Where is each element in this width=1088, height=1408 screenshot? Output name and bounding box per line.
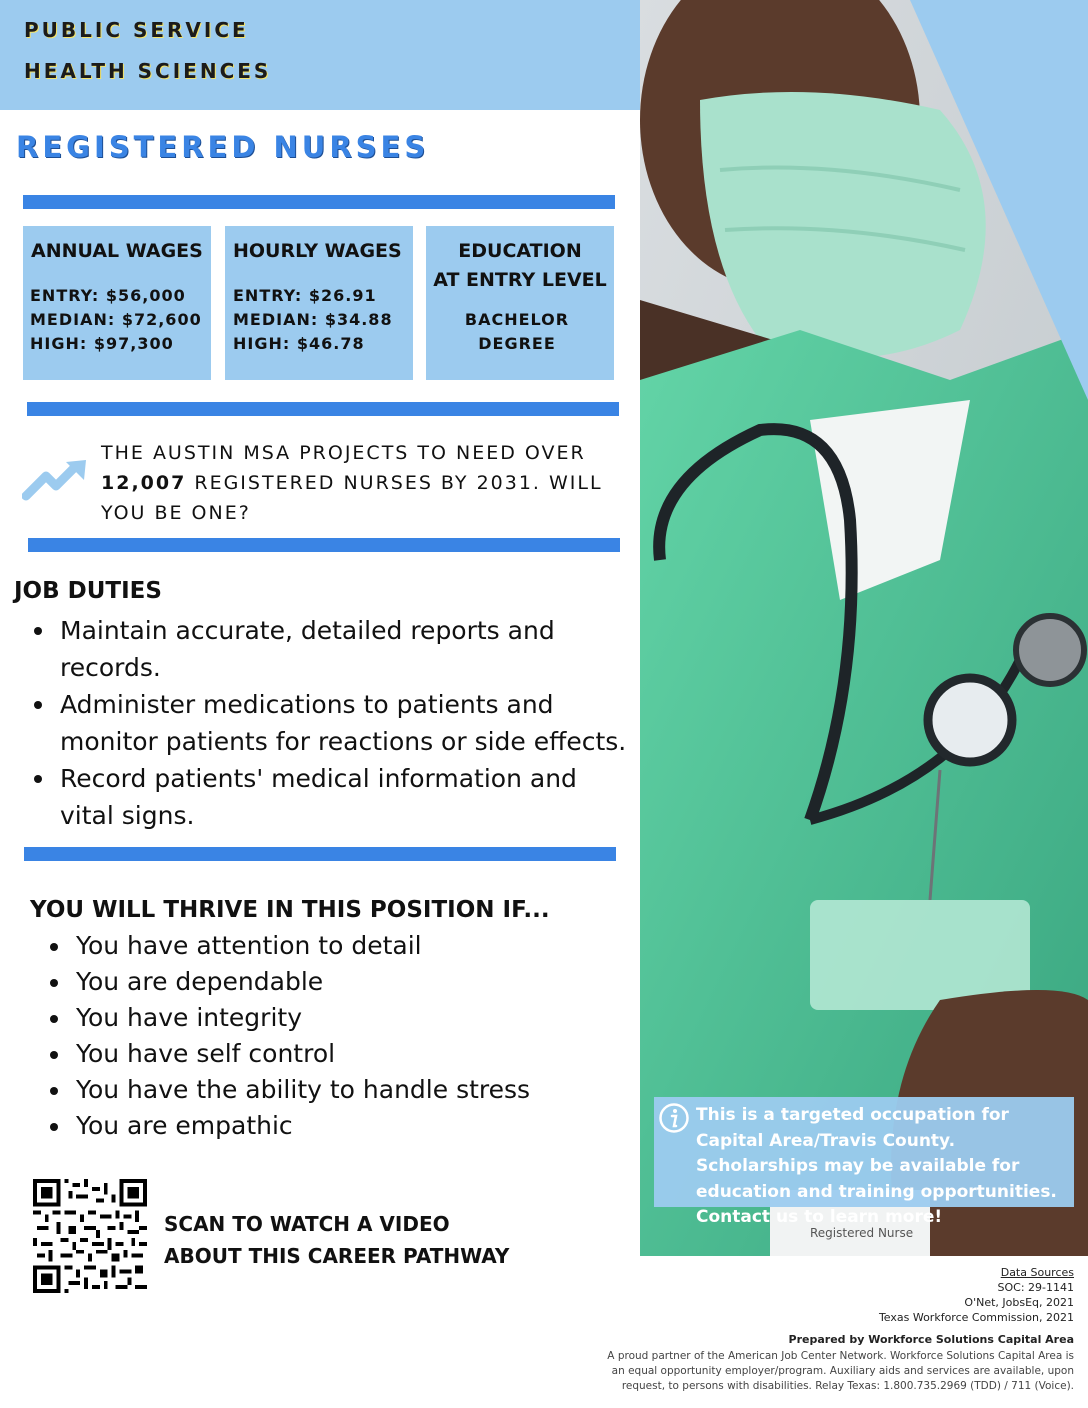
projection-prefix: THE AUSTIN MSA PROJECTS TO NEED OVER <box>101 442 586 464</box>
list-item: Maintain accurate, detailed reports and records. <box>16 612 636 686</box>
projection-suffix: REGISTERED NURSES BY 2031. WILL YOU BE ONE? <box>101 472 603 524</box>
prepared-by: Prepared by Workforce Solutions Capital Area <box>788 1333 1074 1346</box>
corner-accent <box>640 0 1088 400</box>
projection-number: 12,007 <box>101 472 187 494</box>
partner-disclaimer: A proud partner of the American Job Center Network. Workforce Solutions Capital Area is an equal opportunity employer/program. Auxiliary aids and services are available, upon request, to persons with disabilities. Relay Texas: 1.800.735.2969 (TDD) / 711 (Voice). <box>607 1350 1074 1392</box>
sources-twc: Texas Workforce Commission, 2021 <box>878 1311 1074 1324</box>
header-cluster: PUBLIC SERVICE <box>24 18 249 42</box>
thrive-heading: YOU WILL THRIVE IN THIS POSITION IF... <box>30 897 550 923</box>
list-item: You are dependable <box>30 964 630 1000</box>
divider-bar <box>27 402 619 416</box>
scan-line-2: ABOUT THIS CAREER PATHWAY <box>164 1244 510 1268</box>
info-text: This is a targeted occupation for Capital Area/Travis County. Scholarships may be available for education and training opportunities. Contact us to learn more! <box>696 1105 1057 1227</box>
annual-high: HIGH: $97,300 <box>30 334 174 353</box>
sources-heading: Data Sources <box>1000 1266 1074 1279</box>
header-pathway: HEALTH SCIENCES <box>24 59 272 83</box>
annual-entry: ENTRY: $56,000 <box>30 286 186 305</box>
hourly-high: HIGH: $46.78 <box>233 334 365 353</box>
list-item: You have self control <box>30 1036 630 1072</box>
qr-code[interactable] <box>32 1179 148 1293</box>
nurse-photo <box>640 0 1088 1256</box>
list-item: You have attention to detail <box>30 928 630 964</box>
scan-line-1: SCAN TO WATCH A VIDEO <box>164 1212 450 1236</box>
hourly-wages-box <box>225 226 413 380</box>
education-value-2: DEGREE <box>478 334 556 353</box>
page-title: REGISTERED NURSES <box>16 130 430 164</box>
header-band <box>0 0 640 110</box>
education-value-1: BACHELOR <box>464 310 570 329</box>
info-icon <box>658 1102 690 1134</box>
job-duties-heading: JOB DUTIES <box>14 578 162 604</box>
projection-text <box>101 438 621 528</box>
education-box <box>426 226 614 380</box>
divider-bar <box>28 538 620 552</box>
job-duties-list <box>16 612 636 834</box>
list-item: You have integrity <box>30 1000 630 1036</box>
list-item: You have the ability to handle stress <box>30 1072 630 1108</box>
sources-soc: SOC: 29-1141 <box>997 1281 1074 1294</box>
trend-up-arrow-icon <box>22 456 92 504</box>
divider-bar <box>24 847 616 861</box>
annual-wages-heading: ANNUAL WAGES <box>31 240 203 262</box>
list-item: Administer medications to patients and monitor patients for reactions or side effects. <box>16 686 636 760</box>
list-item: Record patients' medical information and vital signs. <box>16 760 636 834</box>
annual-median: MEDIAN: $72,600 <box>30 310 202 329</box>
annual-wages-box <box>23 226 211 380</box>
hourly-entry: ENTRY: $26.91 <box>233 286 377 305</box>
divider-bar <box>23 195 615 209</box>
hourly-median: MEDIAN: $34.88 <box>233 310 393 329</box>
thrive-list <box>30 928 630 1144</box>
education-heading-1: EDUCATION <box>458 240 582 262</box>
list-item: You are empathic <box>30 1108 630 1144</box>
scan-callout <box>164 1208 509 1272</box>
hourly-wages-heading: HOURLY WAGES <box>233 240 402 262</box>
sources-onet: O'Net, JobsEq, 2021 <box>964 1296 1074 1309</box>
badge-text: Registered Nurse <box>810 1226 914 1240</box>
education-heading-2: AT ENTRY LEVEL <box>433 269 607 291</box>
